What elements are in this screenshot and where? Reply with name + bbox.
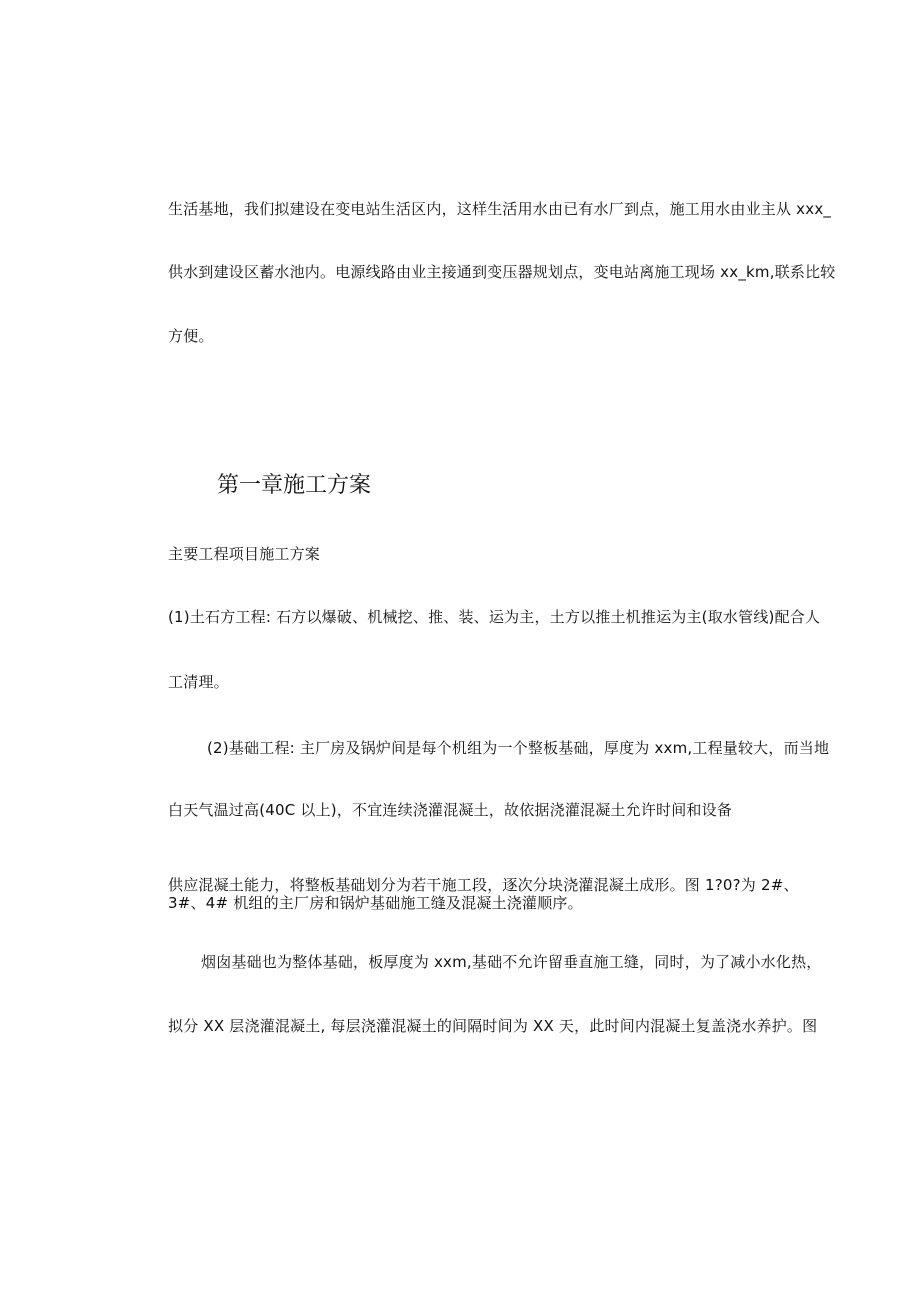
item1-line-2: 工清理。 (168, 673, 229, 691)
intro-line-2: 供水到建设区蓄水池内。电源线路由业主接通到变压器规划点，变电站离施工现场 xx_km,联系比较 (168, 263, 836, 281)
chimney-line-1: 烟囱基础也为整体基础，板厚度为 xxm,基础不允许留垂直施工缝，同时，为了减小水化热， (201, 953, 822, 971)
chapter-title: 第一章施工方案 (217, 473, 372, 498)
intro-line-1: 生活基地，我们拟建设在变电站生活区内，这样生活用水由已有水厂到点，施工用水由业主从 xxx_ (168, 200, 832, 218)
item2-line-3: 供应混凝土能力，将整板基础划分为若干施工段，逐次分块浇灌混凝土成形。图 1?0?为 2#、3#、4# 机组的主厂房和锅炉基础施工缝及混凝土浇灌顺序。 (168, 876, 799, 912)
chimney-line-2: 拟分 XX 层浇灌混凝土, 每层浇灌混凝土的间隔时间为 XX 天，此时间内混凝土复盖浇水养护。图 (168, 1017, 818, 1035)
item2-line-2: 白天气温过高(40C 以上)，不宜连续浇灌混凝土，故依据浇灌混凝土允许时间和设备 (168, 801, 733, 819)
section-title: 主要工程项目施工方案 (168, 545, 321, 563)
item1-line-1: (1)土石方工程: 石方以爆破、机械挖、推、装、运为主，土方以推土机推运为主(取水管线)配合人 (168, 608, 821, 626)
item2-line-1: (2)基础工程: 主厂房及锅炉间是每个机组为一个整板基础，厚度为 xxm,工程量较大，而当地 (207, 739, 830, 757)
intro-line-3: 方便。 (168, 327, 214, 345)
